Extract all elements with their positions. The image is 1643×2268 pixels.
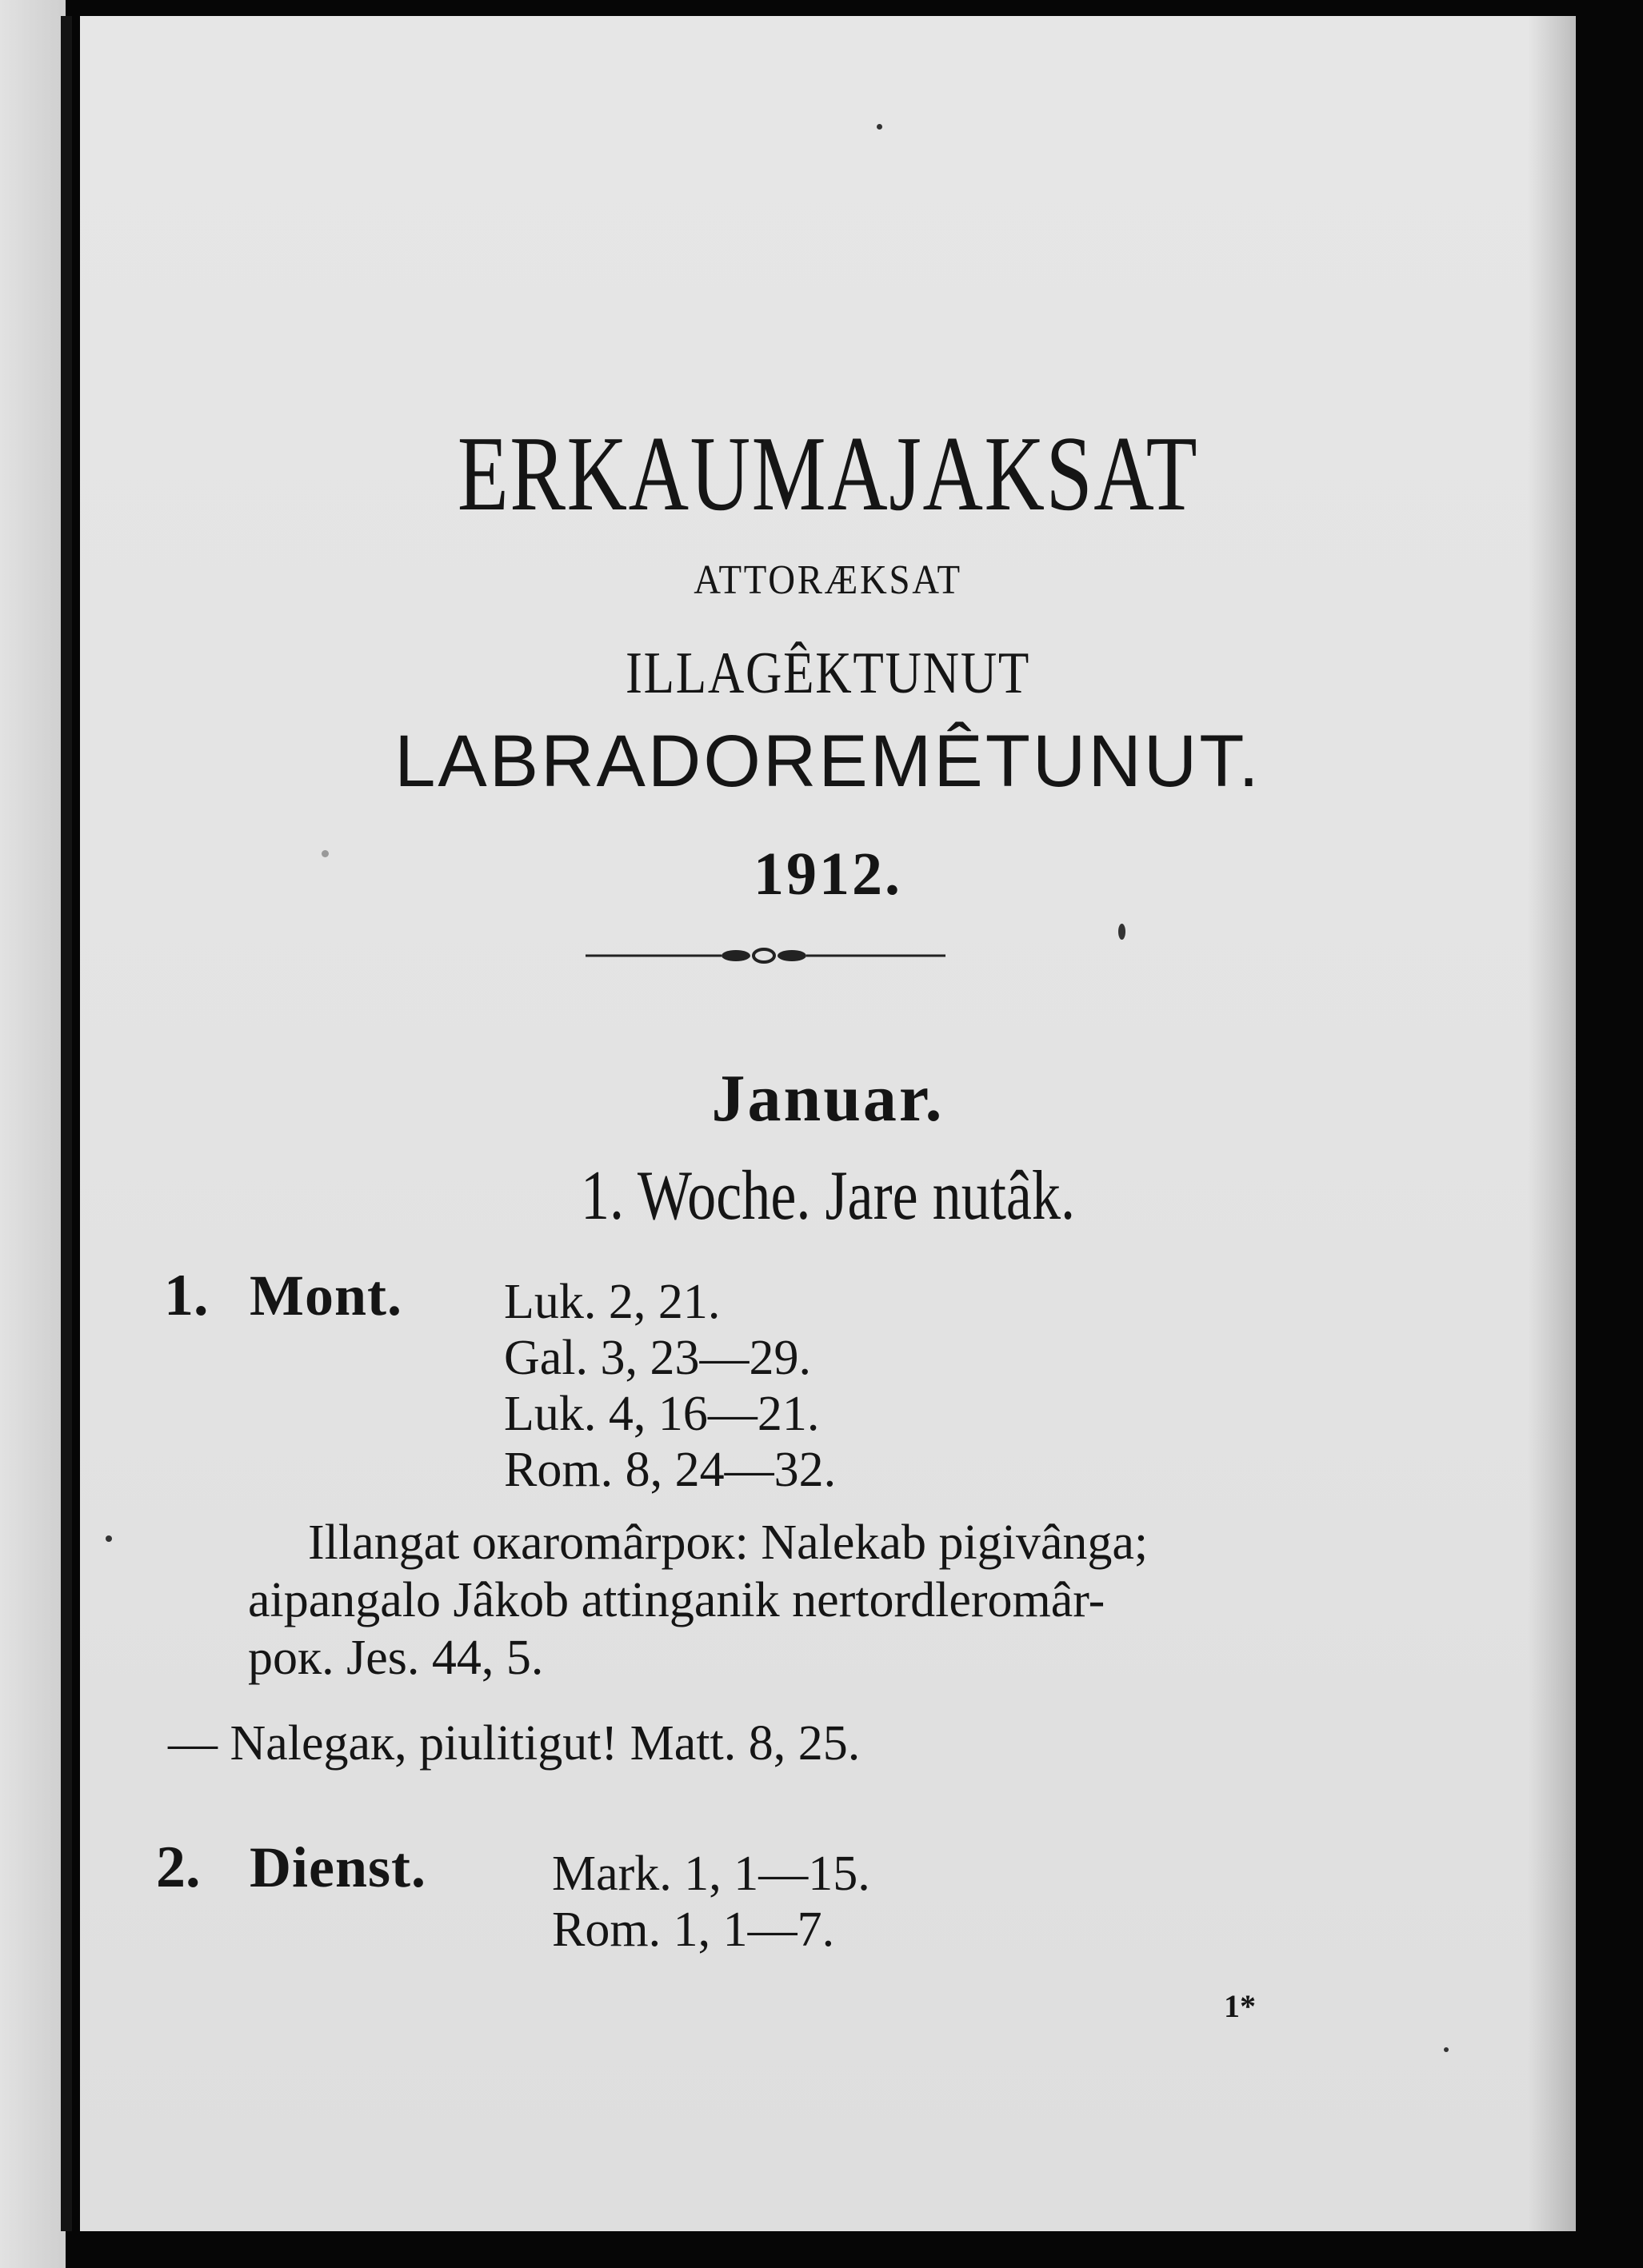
daily-quote: — Nalegaк, piulitigut! Matt. 8, 25.: [168, 1716, 861, 1771]
adjacent-page-edge: [0, 0, 66, 2268]
year: 1912.: [754, 841, 902, 908]
print-speck: [106, 1535, 112, 1542]
print-speck: [1118, 924, 1125, 940]
scripture-readings: [504, 1274, 836, 1498]
title-line-4: LABRADOREMÊTUNUT.: [394, 721, 1261, 802]
ornamental-rule: [586, 944, 945, 968]
print-speck: [877, 124, 882, 130]
title-line-3: ILLAGÊKTUNUT: [625, 641, 1030, 706]
title-line-1: ERKAUMAJAKSAT: [457, 414, 1199, 533]
scripture-readings: [552, 1846, 870, 1958]
day-number: 1.: [164, 1263, 209, 1328]
reading: Luk. 2, 21.: [504, 1275, 721, 1329]
reading: Luk. 4, 16—21.: [504, 1387, 820, 1441]
text-line: aipangalo Jâkob attinganik nertordleromâr-: [248, 1573, 1105, 1627]
text-line: poк. Jes. 44, 5.: [248, 1631, 544, 1685]
reading: Mark. 1, 1—15.: [552, 1847, 870, 1901]
reading: Rom. 8, 24—32.: [504, 1443, 837, 1497]
month-heading: Januar.: [711, 1061, 945, 1136]
print-speck: [1444, 2047, 1449, 2052]
week-heading: 1. Woche. Jare nutâk.: [580, 1157, 1076, 1235]
day-name: Dienst.: [250, 1835, 426, 1899]
folio-mark: 1*: [1224, 1988, 1256, 2024]
daily-text: [248, 1514, 1384, 1687]
day-name: Mont.: [250, 1264, 402, 1328]
binding-edge: [61, 16, 72, 2231]
title-line-2: ATTORÆKSAT: [694, 557, 962, 603]
page: [80, 16, 1576, 2231]
print-speck: [322, 850, 329, 857]
day-number: 2.: [156, 1835, 201, 1900]
reading: Gal. 3, 23—29.: [504, 1331, 812, 1385]
reading: Rom. 1, 1—7.: [552, 1903, 835, 1957]
text-line: Illangat oкaromârpoк: Nalekab pigivânga;: [308, 1515, 1149, 1570]
